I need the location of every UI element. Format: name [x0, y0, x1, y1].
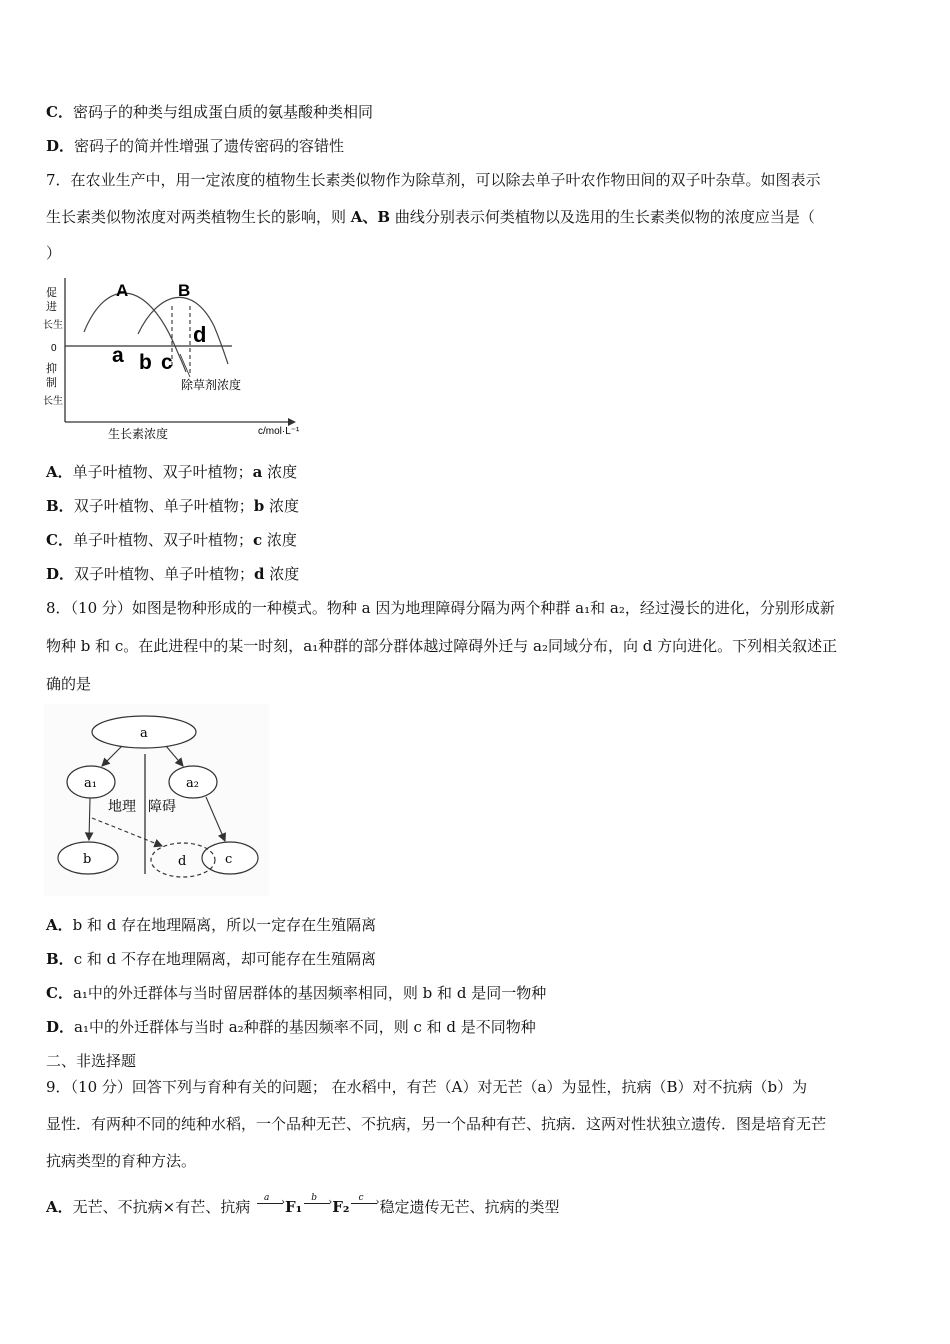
- arrow-label: b: [311, 1193, 317, 1203]
- x-axis-unit: c/mol·L⁻¹: [258, 426, 300, 437]
- option-letter: a: [252, 463, 263, 481]
- y-axis-inhibit-2: 制: [46, 377, 57, 389]
- option-text: c 和 d 不存在地理隔离，却可能存在生殖隔离: [73, 950, 376, 968]
- option-letter: c: [252, 531, 263, 549]
- option-text: 单子叶植物、双子叶植物；: [72, 463, 253, 481]
- node-b-label: b: [83, 852, 92, 867]
- arrow-label: c: [358, 1193, 364, 1203]
- option-letter: d: [254, 565, 265, 583]
- q7-option-d: [46, 564, 299, 584]
- label-c: c: [161, 351, 173, 374]
- curve-b-label: B: [178, 281, 191, 300]
- option-label: A．: [46, 463, 73, 481]
- q9-option-a: [46, 1193, 560, 1218]
- q9-stem-line-1: 9．（10 分）回答下列与育种有关的问题； 在水稻中，有芒（A）对无芒（a）为显性，抗病（B）对不抗病（b）为: [46, 1078, 808, 1096]
- q7-stem-text: 生长素类似物浓度对两类植物生长的影响，则: [46, 208, 351, 226]
- q8-stem-line-3: 确的是: [46, 675, 92, 693]
- section-title: 二、非选择题: [46, 1052, 137, 1070]
- option-label: C．: [46, 103, 73, 121]
- q8-option-a: [46, 915, 376, 935]
- q6-option-c: [46, 102, 373, 122]
- q9-stem-line-2: 显性．有两种不同的纯种水稻，一个品种无芒、不抗病，另一个品种有芒、抗病．这两对性状独立遗传．图是培育无芒: [46, 1115, 827, 1133]
- q7-stem-line-3: ）: [46, 244, 62, 262]
- q8-speciation-diagram: [44, 704, 269, 896]
- y-axis-inhibit-1: 抑: [46, 363, 57, 375]
- f1-label: F₁: [285, 1198, 303, 1216]
- x-axis-arrow: [288, 418, 296, 426]
- result-text: 稳定遗传无芒、抗病的类型: [379, 1198, 560, 1216]
- q8-stem-line-1: 8．（10 分）如图是物种形成的一种模式。物种 a 因为地理障碍分隔为两个种群 a₁和 a₂，经过漫长的进化，分别形成新: [46, 599, 835, 617]
- x-axis-label: 生长素浓度: [108, 427, 169, 441]
- option-label: C．: [46, 984, 73, 1002]
- step-arrow-b: b ›: [302, 1198, 332, 1218]
- q8-option-d: [46, 1017, 536, 1037]
- node-a2-label: a₂: [186, 776, 199, 791]
- option-letter: b: [253, 497, 265, 515]
- zero-label: 0: [51, 343, 57, 354]
- barrier-label-2: 障碍: [148, 799, 176, 815]
- arrow-label: a: [264, 1193, 270, 1203]
- node-c-label: c: [225, 852, 233, 867]
- option-label: D．: [46, 565, 75, 583]
- node-d-label: d: [178, 854, 187, 869]
- curve-a-label: A: [116, 281, 129, 300]
- option-tail: 浓度: [264, 497, 299, 515]
- q6-option-d: [46, 136, 344, 156]
- q7-curve-names: A、B: [350, 208, 391, 226]
- y-axis-promote-1: 促: [46, 287, 57, 299]
- option-text: b 和 d 存在地理隔离，所以一定存在生殖隔离: [72, 916, 377, 934]
- q7-stem-text-2: 曲线分别表示何类植物以及选用的生长素类似物的浓度应当是（: [390, 208, 815, 226]
- option-text: 无芒、不抗病×有芒、抗病: [72, 1198, 251, 1216]
- q7-stem-line-1: 7．在农业生产中，用一定浓度的植物生长素类似物作为除草剂，可以除去单子叶农作物田间的双子叶杂草。如图表示: [46, 171, 821, 189]
- step-arrow-a: a ›: [255, 1198, 285, 1218]
- option-label: D．: [46, 1018, 75, 1036]
- f2-label: F₂: [332, 1198, 350, 1216]
- q8-option-b: [46, 949, 376, 969]
- option-tail: 浓度: [264, 565, 300, 583]
- option-text: 双子叶植物、单子叶植物；: [73, 497, 254, 515]
- option-label: B．: [46, 950, 74, 968]
- option-text: 密码子的种类与组成蛋白质的氨基酸种类相同: [72, 103, 373, 121]
- label-d: d: [193, 322, 207, 347]
- barrier-label-1: 地理: [108, 799, 136, 815]
- q7-option-a: [46, 462, 297, 482]
- option-text: 密码子的简并性增强了遗传密码的容错性: [74, 137, 345, 155]
- option-tail: 浓度: [262, 463, 298, 481]
- option-label: B．: [46, 497, 74, 515]
- q7-stem-line-2: [46, 207, 815, 227]
- q8-option-c: [46, 983, 546, 1003]
- option-text: a₁中的外迁群体与当时 a₂种群的基因频率不同，则 c 和 d 是不同物种: [74, 1018, 536, 1036]
- option-label: A．: [46, 916, 73, 934]
- option-label: C．: [46, 531, 73, 549]
- label-a: a: [112, 344, 124, 367]
- option-text: 单子叶植物、双子叶植物；: [72, 531, 253, 549]
- node-a1-label: a₁: [84, 776, 97, 791]
- herbicide-pointer: [180, 354, 190, 377]
- option-tail: 浓度: [262, 531, 297, 549]
- q7-growth-chart: [40, 272, 330, 444]
- q7-option-b: [46, 496, 299, 516]
- option-text: 双子叶植物、单子叶植物；: [74, 565, 255, 583]
- q9-stem-line-3: 抗病类型的育种方法。: [46, 1152, 197, 1170]
- y-axis-promote-2: 进: [46, 301, 57, 313]
- herbicide-label: 除草剂浓度: [181, 378, 242, 392]
- q8-stem-line-2: 物种 b 和 c。在此进程中的某一时刻，a₁种群的部分群体越过障碍外迁与 a₂同域分布，向 d 方向进化。下列相关叙述正: [46, 637, 838, 655]
- y-axis-inhibit-3: 长生: [43, 396, 63, 407]
- q7-option-c: [46, 530, 297, 550]
- step-arrow-c: c ›: [349, 1198, 379, 1218]
- node-a-label: a: [140, 726, 148, 741]
- y-axis-promote-3: 长生: [43, 320, 63, 331]
- option-label: A．: [46, 1198, 73, 1216]
- label-b: b: [139, 351, 152, 374]
- option-text: a₁中的外迁群体与当时留居群体的基因频率相同，则 b 和 d 是同一物种: [72, 984, 547, 1002]
- option-label: D．: [46, 137, 75, 155]
